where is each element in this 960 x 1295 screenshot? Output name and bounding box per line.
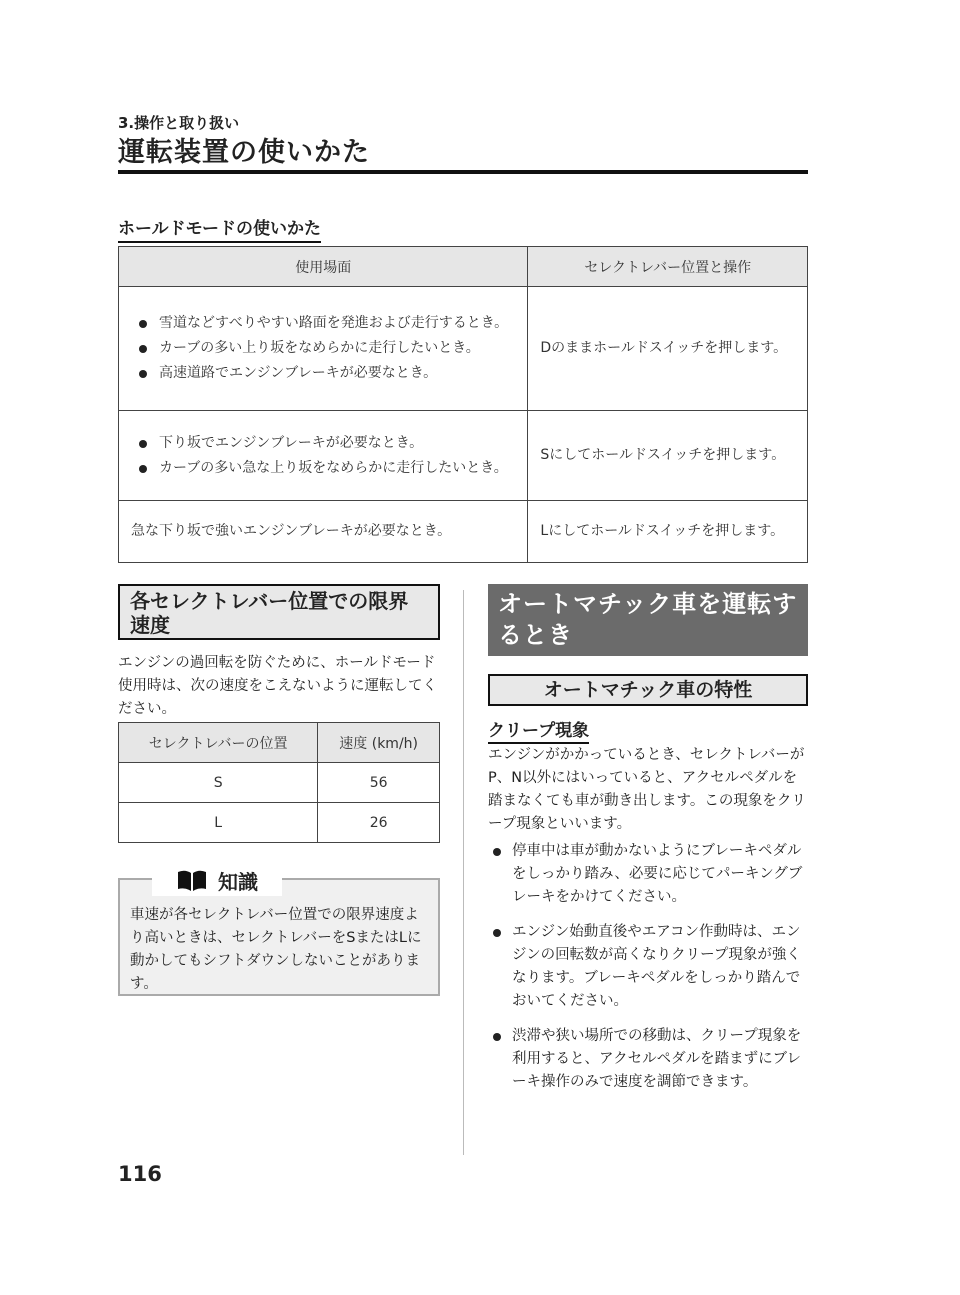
table-row	[119, 803, 440, 843]
hold-mode-heading: ホールドモードの使いかた	[118, 214, 321, 243]
list-item: カーブの多い上り坂をなめらかに走行したいとき。	[131, 338, 515, 359]
speed-cell: 56	[318, 763, 440, 803]
column-header-operation: セレクトレバー位置と操作	[528, 247, 808, 287]
limit-speed-text: エンジンの過回転を防ぐために、ホールドモード使用時は、次の速度をこえないように運転してください。	[118, 655, 437, 717]
table-row	[119, 763, 440, 803]
operation-cell: Dのままホールドスイッチを押します。	[528, 287, 808, 411]
limit-speed-heading: 各セレクトレバー位置での限界速度	[118, 584, 440, 640]
chapter-label: 3.操作と取り扱い	[118, 114, 240, 132]
list-item: 停車中は車が動かないようにブレーキペダルをしっかり踏み、必要に応じてパーキングブレーキをかけてください。	[488, 840, 808, 909]
position-cell: S	[119, 763, 318, 803]
table-header-row	[119, 247, 808, 287]
table-header-row	[119, 723, 440, 763]
situation-cell	[119, 287, 528, 411]
position-cell: L	[119, 803, 318, 843]
creep-text: エンジンがかかっているとき、セレクトレバーがP、N以外にはいっていると、アクセルペダルを踏まなくても車が動き出します。この現象をクリープ現象といいます。	[488, 747, 806, 832]
speed-cell: 26	[318, 803, 440, 843]
creep-heading: クリープ現象	[488, 716, 589, 744]
creep-bullet-list	[488, 840, 808, 1106]
knowledge-text: 車速が各セレクトレバー位置での限界速度より高いときは、セレクトレバーをSまたはLに動かしてもシフトダウンしないことがあります。	[130, 907, 422, 992]
list-item: 下り坂でエンジンブレーキが必要なとき。	[131, 433, 515, 454]
column-divider	[463, 590, 464, 1155]
column-header-situation: 使用場面	[119, 247, 528, 287]
table-row	[119, 411, 808, 501]
list-item: 渋滞や狭い場所での移動は、クリープ現象を利用すると、アクセルペダルを踏まずにブレーキ操作のみで速度を調節できます。	[488, 1025, 808, 1094]
book-icon	[176, 868, 208, 892]
knowledge-label	[152, 864, 282, 896]
automatic-banner: オートマチック車を運転するとき	[488, 584, 808, 656]
list-item: カーブの多い急な上り坂をなめらかに走行したいとき。	[131, 458, 515, 479]
situation-cell: 急な下り坂で強いエンジンブレーキが必要なとき。	[119, 501, 528, 563]
knowledge-title: 知識	[218, 869, 258, 894]
column-header-speed: 速度 (km/h)	[318, 723, 440, 763]
speed-table	[118, 722, 440, 843]
column-header-position: セレクトレバーの位置	[119, 723, 318, 763]
list-item: 雪道などすべりやすい路面を発進および走行するとき。	[131, 313, 515, 334]
table-row	[119, 501, 808, 563]
list-item: 高速道路でエンジンブレーキが必要なとき。	[131, 363, 515, 384]
title-rule	[118, 170, 808, 174]
section-title: 運転装置の使いかた	[118, 137, 370, 168]
operation-cell: Sにしてホールドスイッチを押します。	[528, 411, 808, 501]
hold-mode-table	[118, 246, 808, 563]
page-number: 116	[118, 1162, 162, 1186]
automatic-subheading: オートマチック車の特性	[488, 674, 808, 706]
list-item: エンジン始動直後やエアコン作動時は、エンジンの回転数が高くなりクリープ現象が強くなります。ブレーキペダルをしっかり踏んでおいてください。	[488, 921, 808, 1013]
situation-cell	[119, 411, 528, 501]
table-row	[119, 287, 808, 411]
operation-cell: Lにしてホールドスイッチを押します。	[528, 501, 808, 563]
